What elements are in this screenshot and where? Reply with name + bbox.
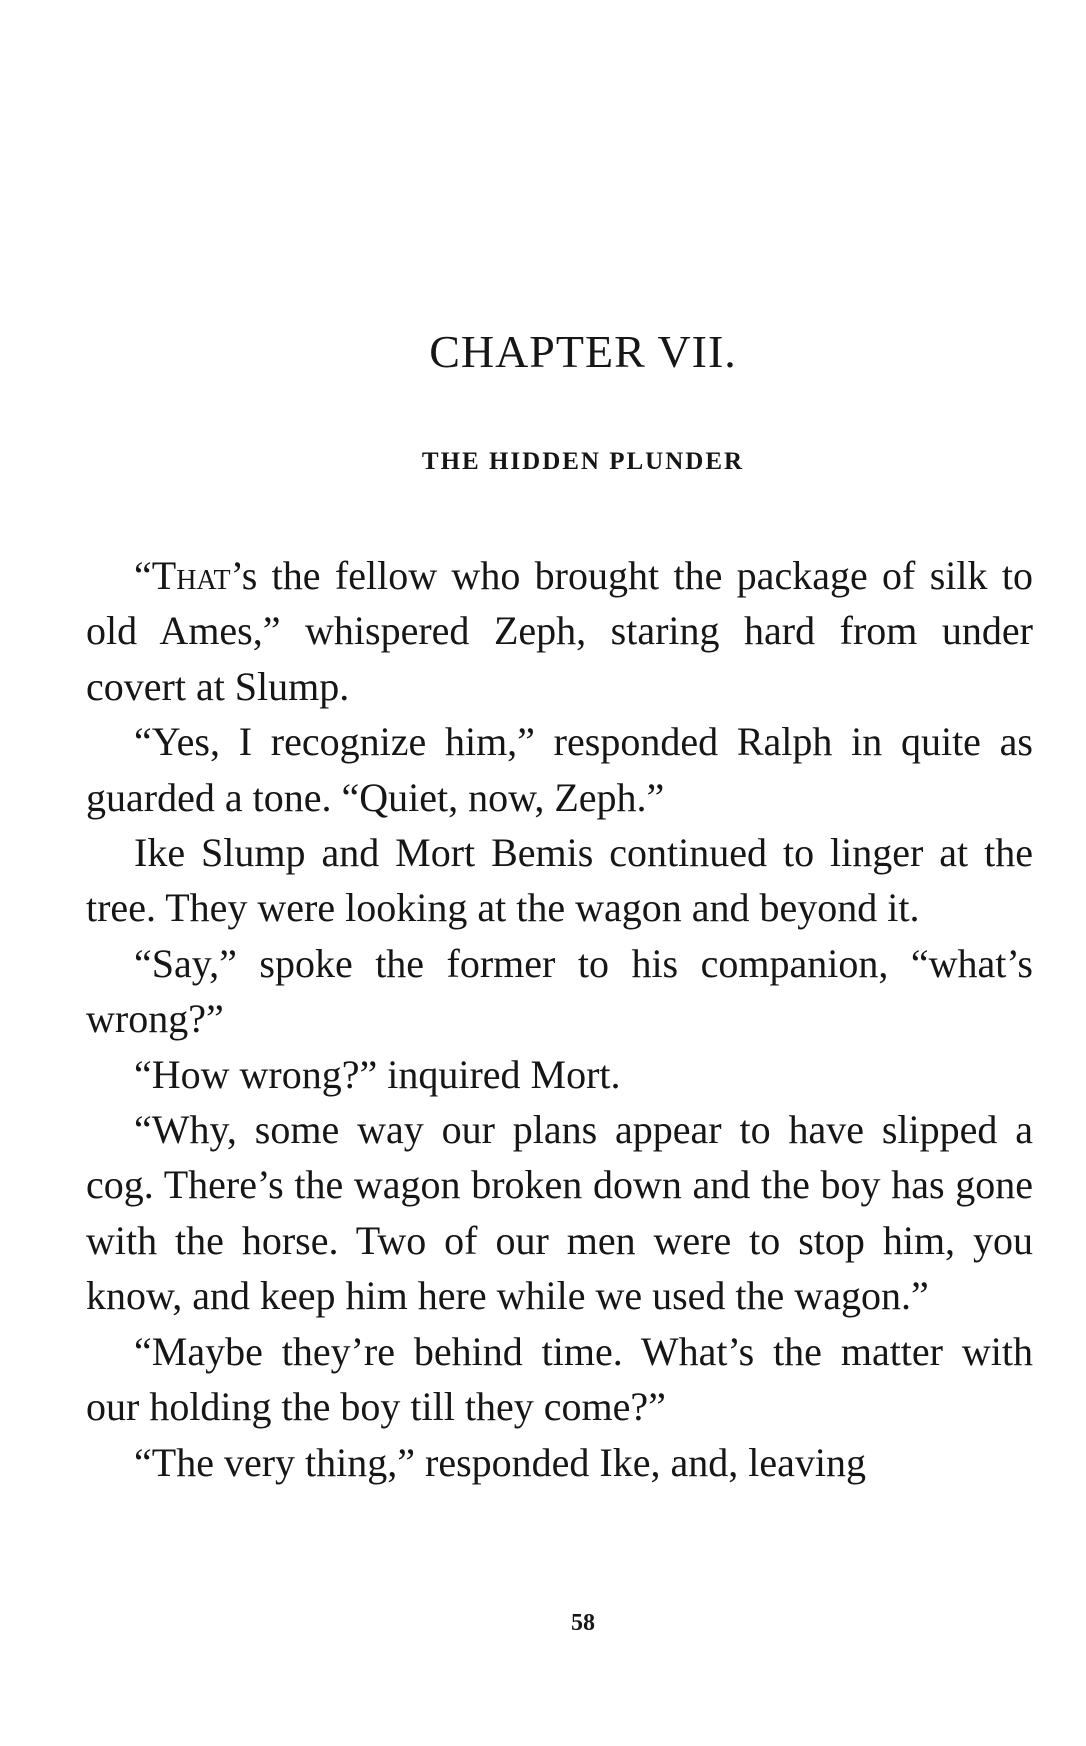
paragraph: “Yes, I recognize him,” responded Ralph in quite as guarded a tone. “Quiet, now, Zeph.” bbox=[86, 719, 1033, 820]
chapter-heading: CHAPTER VII. bbox=[429, 326, 737, 377]
paragraph: Ike Slump and Mort Bemis continued to linger at the tree. They were looking at the wagon and beyond it. bbox=[86, 830, 1033, 931]
paragraph: “The very thing,” responded Ike, and, leaving bbox=[134, 1439, 866, 1485]
body-text bbox=[86, 548, 1033, 1490]
small-caps-lead: “That bbox=[134, 553, 231, 598]
paragraph: “Maybe they’re behind time. What’s the matter with our holding the boy till they come?” bbox=[86, 1328, 1033, 1430]
page-number: 58 bbox=[571, 1610, 595, 1636]
paragraph: “Why, some way our plans appear to have slipped a cog. There’s the wagon broken down and the boy has gone with the horse. Two of our men were to stop him, you know, and keep him here while we used the wagon.” bbox=[86, 1107, 1033, 1319]
paragraph-text: ’s the fellow who brought the package of silk to old Ames,” whispered Zeph, staring hard from under covert at Slump. bbox=[86, 553, 1033, 709]
chapter-subtitle: THE HIDDEN PLUNDER bbox=[421, 448, 745, 475]
paragraph bbox=[86, 548, 1033, 714]
paragraph: “Say,” spoke the former to his companion, “what’s wrong?” bbox=[86, 940, 1033, 1042]
paragraph: “How wrong?” inquired Mort. bbox=[134, 1051, 621, 1097]
